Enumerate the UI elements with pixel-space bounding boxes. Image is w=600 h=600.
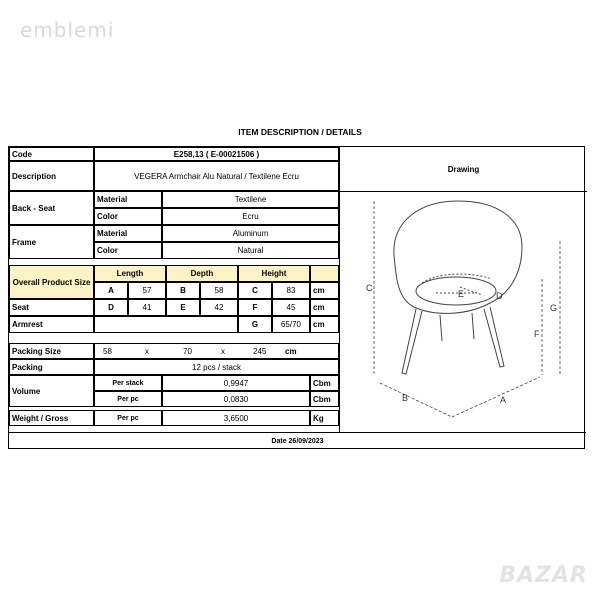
details-sheet — [8, 146, 585, 449]
dim-G-value: 65/70 — [272, 316, 310, 333]
frame-color: Natural — [162, 242, 339, 259]
packing-x1: x — [145, 346, 149, 356]
weight-per-pc-label: Per pc — [94, 410, 162, 426]
volume-per-pc: 0,0830 — [162, 391, 310, 407]
code-label: Code — [9, 147, 94, 161]
emblemi-watermark: emblemi — [20, 18, 115, 42]
packing-size-row — [94, 343, 339, 359]
back-seat-material-label: Material — [94, 191, 162, 208]
packing-size-label: Packing Size — [9, 343, 94, 359]
dim-E-value: 42 — [200, 299, 238, 316]
label-C: C — [366, 283, 373, 293]
dim-A-value: 57 — [128, 282, 166, 299]
packing-width: 70 — [183, 346, 192, 356]
drawing-panel — [339, 147, 587, 432]
per-stack-label: Per stack — [94, 375, 162, 391]
label-D: D — [496, 291, 503, 301]
dim-D-value: 41 — [128, 299, 166, 316]
unit-cm: cm — [310, 282, 339, 299]
armrest-label: Armrest — [9, 316, 94, 333]
description-value: VEGERA Armchair Alu Natural / Textilene Ecru — [94, 161, 339, 191]
code-value: E258,13 ( E-00021506 ) — [94, 147, 339, 161]
dim-B-letter: B — [166, 282, 200, 299]
chair-drawing — [340, 191, 587, 431]
dim-B-value: 58 — [200, 282, 238, 299]
packing-value: 12 pcs / stack — [94, 359, 339, 375]
unit-cm: cm — [310, 299, 339, 316]
dim-D-letter: D — [94, 299, 128, 316]
back-seat-material: Textilene — [162, 191, 339, 208]
weight-label: Weight / Gross — [9, 410, 94, 426]
label-B: B — [402, 393, 409, 403]
bazar-watermark: BAZAR — [499, 563, 588, 588]
date-footer: Date 26/09/2023 — [9, 432, 586, 449]
dim-C-value: 83 — [272, 282, 310, 299]
length-header: Length — [94, 265, 166, 282]
dim-F-letter: F — [238, 299, 272, 316]
label-E: E — [458, 289, 465, 299]
back-seat-color: Ecru — [162, 208, 339, 225]
frame-material-label: Material — [94, 225, 162, 242]
dim-F-value: 45 — [272, 299, 310, 316]
weight-unit: Kg — [310, 410, 339, 426]
depth-header: Depth — [166, 265, 238, 282]
seat-label: Seat — [9, 299, 94, 316]
frame-material: Aluminum — [162, 225, 339, 242]
height-header: Height — [238, 265, 310, 282]
volume-unit: Cbm — [310, 375, 339, 391]
back-seat-label: Back - Seat — [9, 191, 94, 225]
sheet-title: ITEM DESCRIPTION / DETAILS — [238, 127, 362, 137]
back-seat-color-label: Color — [94, 208, 162, 225]
description-label: Description — [9, 161, 94, 191]
packing-x2: x — [221, 346, 225, 356]
unit-cm: cm — [310, 316, 339, 333]
packing-label: Packing — [9, 359, 94, 375]
volume-per-stack: 0,9947 — [162, 375, 310, 391]
dim-G-letter: G — [238, 316, 272, 333]
armrest-empty — [94, 316, 238, 333]
dim-A-letter: A — [94, 282, 128, 299]
weight-value: 3,6500 — [162, 410, 310, 426]
label-A: A — [500, 395, 507, 405]
drawing-label: Drawing — [340, 147, 587, 192]
frame-label: Frame — [9, 225, 94, 259]
header-filler — [310, 265, 339, 282]
volume-unit: Cbm — [310, 391, 339, 407]
label-G: G — [550, 303, 558, 313]
dim-C-letter: C — [238, 282, 272, 299]
frame-color-label: Color — [94, 242, 162, 259]
label-F: F — [534, 329, 540, 339]
packing-length: 58 — [103, 346, 112, 356]
packing-height: 245 — [253, 346, 267, 356]
volume-label: Volume — [9, 375, 94, 407]
overall-size-label: Overall Product Size — [9, 265, 94, 299]
per-pc-label: Per pc — [94, 391, 162, 407]
packing-unit: cm — [285, 346, 297, 356]
dim-E-letter: E — [166, 299, 200, 316]
